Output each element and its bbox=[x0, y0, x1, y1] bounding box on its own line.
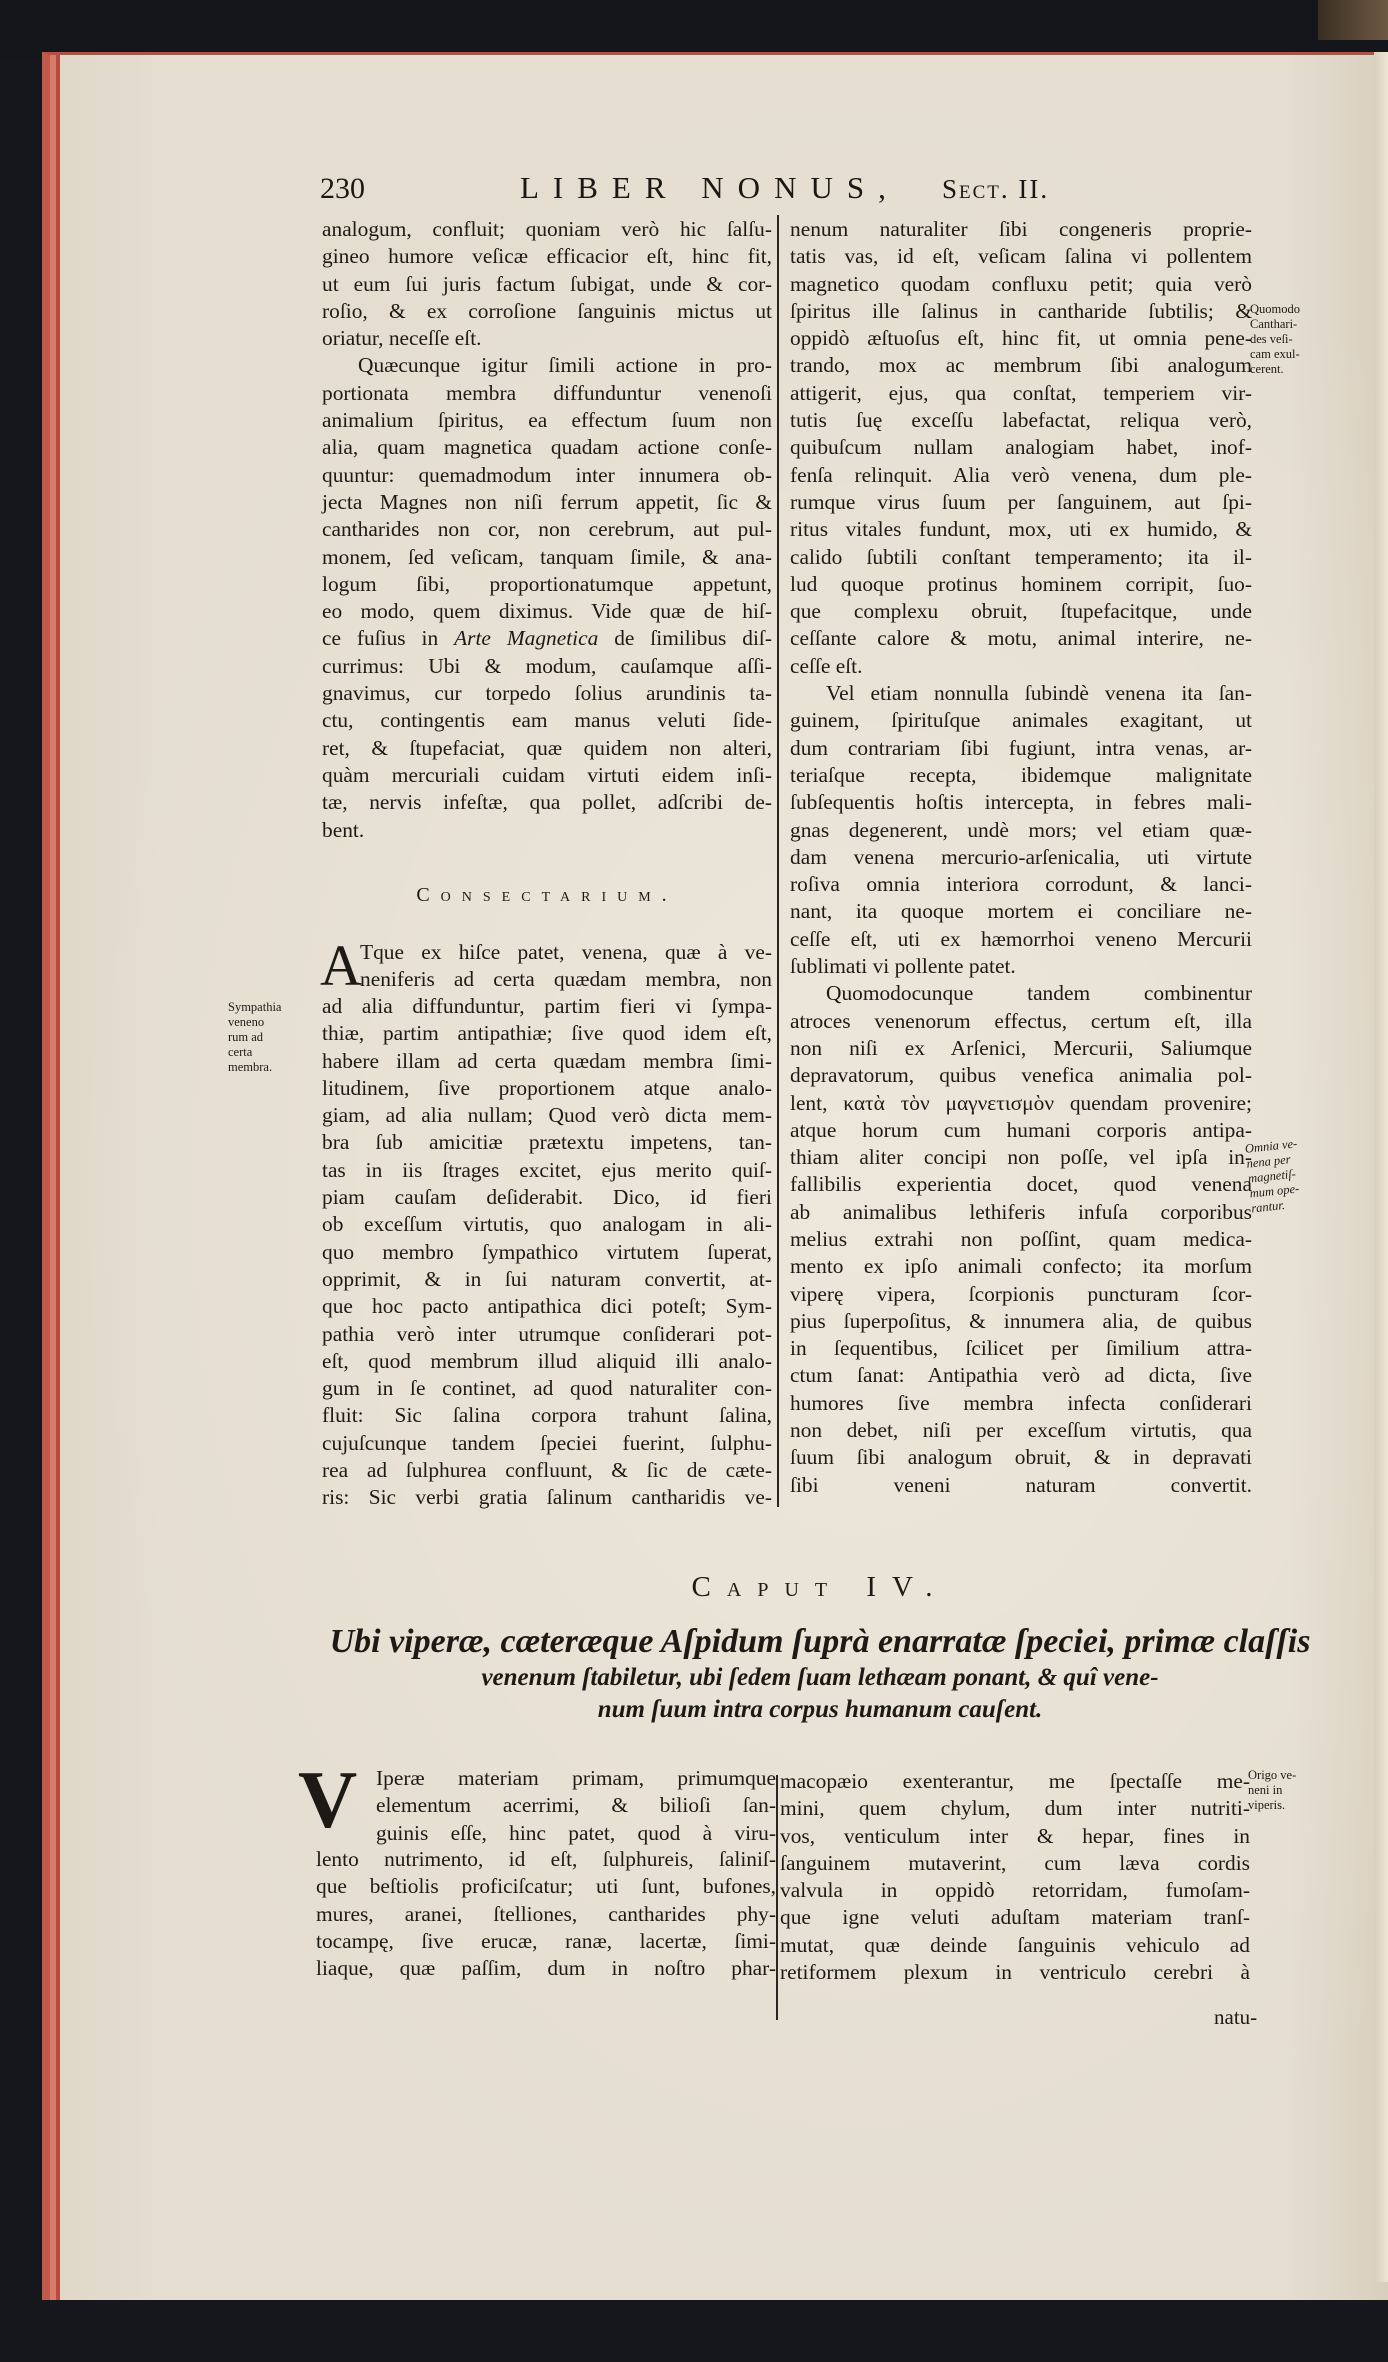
right-column-line: oppidò æſtuoſus eſt, hinc fit, ut omnia pene- bbox=[790, 326, 1252, 351]
right-column-line: tutis ſuę exceſſu labefactat, reliqua verò, bbox=[790, 408, 1252, 433]
left-column-line: ctu, contingentis eam manus veluti ſide- bbox=[322, 708, 772, 733]
left-column-line: tæ, nervis infeſtæ, qua pollet, adſcribi de- bbox=[322, 790, 772, 815]
chapter-subtitle-line: num ſuum intra corpus humanum cauſent. bbox=[597, 1696, 1043, 1723]
left-column-line: quuntur: quemadmodum inter innumera ob- bbox=[322, 462, 772, 487]
consectarium-line: eſt, quod membrum illud aliquid illi analo- bbox=[322, 1348, 772, 1373]
consectarium-line: gum in ſe continet, ad quod naturaliter con- bbox=[322, 1376, 772, 1401]
consectarium-line: ris: Sic verbi gratia ſalinum cantharidis ve- bbox=[322, 1485, 772, 1510]
right-column-line: ſublimati vi pollente patet. bbox=[790, 954, 1016, 979]
left-column-line: jecta Magnes non niſi ferrum appetit, ſic & bbox=[322, 489, 772, 514]
marginal-note-line: Canthari- bbox=[1250, 317, 1298, 331]
right-column-line: ritus vitales fundunt, mox, uti ex humido, & bbox=[790, 517, 1252, 542]
left-column-top bbox=[322, 216, 772, 844]
marginal-note-line: des veſi- bbox=[1250, 332, 1293, 346]
chapter-subtitle-line: venenum ſtabiletur, ubi ſedem ſuam lethæam ponant, & quî vene- bbox=[481, 1664, 1159, 1691]
right-column-line: fenſa relinquit. Alia verò venena, dum ple- bbox=[790, 462, 1252, 487]
marginal-note-line: cam exul- bbox=[1250, 347, 1300, 361]
catchword: natu- bbox=[1214, 2005, 1258, 2029]
right-column-line: calido ſubtili conſtant temperamento; ita il- bbox=[790, 544, 1252, 569]
right-column-line: dam venena mercurio-arſenicalia, uti virtute bbox=[790, 844, 1252, 869]
marginal-note-line: nena per bbox=[1245, 1152, 1292, 1171]
right-column-line: que complexu obruit, ſtupefacitque, unde bbox=[790, 599, 1252, 624]
right-column-line: nenum naturaliter ſibi congeneris proprie- bbox=[790, 217, 1252, 241]
consectarium-line: thiæ, partim antipathiæ; ſive quod idem eſt, bbox=[322, 1021, 772, 1046]
right-column-line: dum contrariam ſibi fugiunt, intra venas, ar- bbox=[790, 735, 1252, 760]
consectarium-line: bra ſub amicitiæ prætextu impetens, tan- bbox=[322, 1130, 772, 1155]
chapter-left-line: mures, aranei, ſtelliones, cantharides phy- bbox=[316, 1901, 776, 1926]
right-column-line: Vel etiam nonnulla ſubindè venena ita ſan- bbox=[826, 681, 1252, 706]
chapter-left-body bbox=[316, 1846, 776, 1982]
chapter-right-line: mutat, quæ deinde ſanguinis vehiculo ad bbox=[780, 1932, 1250, 1957]
right-column-line: ſpiritus ille ſalinus in cantharide ſubtilis; & bbox=[790, 298, 1252, 323]
consectarium-line: tas in iis ſtrages excitet, ejus merito quiſ- bbox=[322, 1157, 772, 1182]
consectarium-line: Tque ex hiſce patet, venena, quæ à ve- bbox=[360, 940, 772, 964]
consectarium-line: habere illam ad certa quædam membra ſimi- bbox=[322, 1048, 772, 1073]
running-head bbox=[320, 170, 1260, 214]
chapter-right-line: valvula in oppidò retorridam, fumoſam- bbox=[780, 1878, 1250, 1903]
chapter-subtitle bbox=[320, 1622, 1320, 1726]
marginal-note-origo bbox=[1248, 1768, 1318, 1813]
consectarium-line: pathia verò inter utrumque conſiderari pot- bbox=[322, 1321, 772, 1346]
left-column-line: cantharides non cor, non cerebrum, aut pul- bbox=[322, 517, 772, 542]
marginal-note-line: Omnia ve- bbox=[1244, 1136, 1298, 1156]
right-column-line: tatis vas, id eſt, veſicam ſalina vi pollentem bbox=[790, 244, 1252, 269]
right-column-line: trando, mox ac membrum ſibi analogum bbox=[790, 353, 1252, 378]
right-column-line: rumque virus ſuum per ſanguinem, aut ſpi- bbox=[790, 489, 1252, 514]
right-column-line: viperę vipera, ſcorpionis puncturam ſcor- bbox=[790, 1281, 1252, 1306]
column-rule bbox=[777, 215, 779, 1507]
page-edge bbox=[1374, 52, 1388, 2282]
right-column-line: Quomodocunque tandem combinentur bbox=[826, 981, 1252, 1006]
consectarium-line: ob exceſſum virtutis, quo analogam in ali- bbox=[322, 1212, 772, 1237]
consectarium-body bbox=[322, 993, 772, 1512]
marginal-note-omnia bbox=[1244, 1135, 1321, 1217]
consectarium-line: litudinem, ſive proportionem atque analo- bbox=[322, 1075, 772, 1100]
right-column-line: mento ex ipſo animali confecto; ita morſum bbox=[790, 1254, 1252, 1279]
right-column-line: ctum ſanat: Antipathia verò ad dicta, ſive bbox=[790, 1363, 1252, 1388]
right-column-line: gnas degenerent, undè mors; vel etiam quæ- bbox=[790, 817, 1252, 842]
right-column-line: humores ſive membra infecta conſiderari bbox=[790, 1390, 1252, 1415]
consectarium-line: ad alia diffunduntur, partim fieri vi ſympa- bbox=[322, 994, 772, 1018]
chapter-left-line: liaque, quæ paſſim, dum in noſtro phar- bbox=[316, 1956, 776, 1981]
chapter-right-line: ſanguinem mutaverint, cum læva cordis bbox=[780, 1850, 1250, 1875]
right-column-line: pius ſuperpoſitus, & innumera alia, de quibus bbox=[790, 1308, 1252, 1333]
chapter-left-line: guinis eſſe, hinc patet, quod à viru- bbox=[376, 1820, 776, 1845]
right-column-line: ceſſe eſt, uti ex hæmorrhoi veneno Mercurii bbox=[790, 926, 1252, 951]
marginal-note-line: cerent. bbox=[1250, 362, 1284, 376]
marginal-note-line: Sympathia bbox=[228, 1000, 282, 1014]
consectarium-line: quo membro ſympathico virtutem ſuperat, bbox=[322, 1239, 772, 1264]
book-title: LIBER NONUS, bbox=[520, 170, 900, 205]
right-column-line: nant, ita quoque mortem ei conciliare ne- bbox=[790, 899, 1252, 924]
marginal-note-line: rum ad bbox=[228, 1030, 264, 1044]
chapter-subtitle-line: Ubi viperæ, cæteræque Aſpidum ſuprà enarratæ ſpeciei, primæ claſſis bbox=[329, 1623, 1311, 1660]
page-number: 230 bbox=[320, 172, 365, 205]
right-column-line: attigerit, ejus, qua conſtat, temperiem vir- bbox=[790, 380, 1252, 405]
right-column bbox=[790, 216, 1252, 1499]
consectarium-line: giam, ad alia nullam; Quod verò dicta mem- bbox=[322, 1103, 772, 1128]
consectarium-heading: Consectarium. bbox=[416, 884, 678, 906]
marginal-note-line: rantur. bbox=[1250, 1198, 1286, 1216]
consectarium-line: opprimit, & in ſui naturam convertit, at- bbox=[322, 1266, 772, 1291]
left-column-line: oriatur, neceſſe eſt. bbox=[322, 326, 482, 351]
marginal-note-line: viperis. bbox=[1248, 1798, 1286, 1812]
left-column-line: animalium ſpiritus, ea effectum ſuum non bbox=[322, 408, 772, 433]
chapter-left-cap-lines bbox=[376, 1765, 776, 1847]
marginal-note-line: certa bbox=[228, 1045, 253, 1059]
chapter-right-line: macopæio exenterantur, me ſpectaſſe me- bbox=[780, 1769, 1250, 1793]
left-column-line: ut eum ſui juris factum ſubigat, unde & cor- bbox=[322, 271, 772, 296]
marginal-note-line: Quomodo bbox=[1250, 302, 1300, 316]
left-column-line: ret, & ſtupefaciat, quæ quidem non alteri, bbox=[322, 735, 772, 760]
left-column-line: analogum, confluit; quoniam verò hic ſalſu- bbox=[322, 217, 772, 241]
right-column-line: ſibi veneni naturam convertit. bbox=[790, 1472, 1252, 1497]
right-column-line: non niſi ex Arſenici, Mercurii, Saliumque bbox=[790, 1035, 1252, 1060]
right-column-line: fallibilis experientia docet, quod venena bbox=[790, 1172, 1252, 1197]
section-label: Sect. II. bbox=[942, 174, 1050, 204]
right-column-line: roſiva omnia interiora corrodunt, & lanci- bbox=[790, 872, 1252, 897]
marginal-note-line: magnetiſ- bbox=[1247, 1166, 1297, 1186]
right-column-line: lud quoque protinus hominem corripit, ſuo- bbox=[790, 571, 1252, 596]
right-column-line: atque horum cum humani corporis antipa- bbox=[790, 1117, 1252, 1142]
right-column-line: ſuum ſibi analogum obruit, & in depravati bbox=[790, 1445, 1252, 1470]
left-column-line: monem, ſed veſicam, tanquam ſimile, & ana- bbox=[322, 544, 772, 569]
right-column-line: quibuſcum nullam analogiam habet, inof- bbox=[790, 435, 1252, 460]
drop-cap-v: V bbox=[298, 1754, 358, 1845]
chapter-left-line: Iperæ materiam primam, primumque bbox=[376, 1766, 776, 1790]
consectarium-line: piam cauſam deſiderabit. Dico, id fieri bbox=[322, 1185, 772, 1210]
column-rule bbox=[776, 1775, 778, 2020]
consectarium-line: rea ad ſulphurea confluunt, & ſic de cæte- bbox=[322, 1458, 772, 1483]
left-column-line: portionata membra diffunduntur venenoſi bbox=[322, 380, 772, 405]
chapter-left-line: lento nutrimento, id eſt, ſulphureis, ſaliniſ- bbox=[316, 1847, 776, 1871]
marginal-note-line: membra. bbox=[228, 1060, 273, 1074]
left-column-line: Quæcunque igitur ſimili actione in pro- bbox=[358, 353, 772, 378]
right-column-line: in ſequentibus, ſcilicet per ſimilium attra- bbox=[790, 1336, 1252, 1361]
left-column-line: ce fuſius in Arte Magnetica de ſimilibus diſ- bbox=[322, 626, 772, 651]
left-column-line: quàm mercuriali cuidam virtuti eidem inſi- bbox=[322, 762, 772, 787]
right-column-line: ceſſante calore & motu, animal interire, ne- bbox=[790, 626, 1252, 651]
right-column-line: melius extrahi non poſſint, quam medica- bbox=[790, 1226, 1252, 1251]
chapter-left-line: elementum acerrimi, & bilioſi ſan- bbox=[376, 1793, 776, 1818]
book-spine-corner bbox=[1318, 0, 1388, 40]
chapter-left-line: que beſtiolis proficiſcatur; uti ſunt, bufones, bbox=[316, 1874, 776, 1899]
right-column-line: ab animalibus lethiferis infuſa corporibus bbox=[790, 1199, 1252, 1224]
marginal-note-quomodo bbox=[1250, 302, 1320, 377]
left-column-line: gnavimus, cur torpedo ſolius arundinis ta- bbox=[322, 681, 772, 706]
left-column-line: alia, quam magnetica quadam actione conſe- bbox=[322, 435, 772, 460]
consectarium-line: neniferis ad certa quædam membra, non bbox=[360, 967, 772, 992]
left-column-line: logum ſibi, proportionatumque appetunt, bbox=[322, 571, 772, 596]
chapter-right-line: que igne veluti aduſtam materiam tranſ- bbox=[780, 1905, 1250, 1930]
chapter-right-line: vos, venticulum inter & hepar, fines in bbox=[780, 1823, 1250, 1848]
right-column-line: non debet, niſi per exceſſum virtutis, qua bbox=[790, 1418, 1252, 1443]
right-column-line: magnetico quodam confluxu petit; quia verò bbox=[790, 271, 1252, 296]
right-column-line: guinem, ſpirituſque animales exagitant, ut bbox=[790, 708, 1252, 733]
marginal-note-line: mum ope- bbox=[1248, 1181, 1300, 1201]
marginal-note-sympathia bbox=[228, 1000, 308, 1075]
left-column-line: eo modo, quem diximus. Vide quæ de hiſ- bbox=[322, 599, 772, 624]
right-column-line: thiam aliter concipi non poſſe, vel ipſa in- bbox=[790, 1145, 1252, 1170]
right-column-line: ſubſequentis hoſtis intercepta, in febres mali- bbox=[790, 790, 1252, 815]
left-column-line: gineo humore veſicæ efficacior eſt, hinc fit, bbox=[322, 244, 772, 269]
consectarium-cap-lines bbox=[360, 939, 772, 994]
marginal-note-line: veneno bbox=[228, 1015, 265, 1029]
right-column-line: lent, κατὰ τὸν μαγνετισμὸν quendam provenire; bbox=[790, 1090, 1252, 1115]
drop-cap-a: A bbox=[320, 933, 362, 998]
book-reference: Arte Magnetica bbox=[454, 626, 599, 651]
scan-background bbox=[0, 0, 1388, 60]
consectarium-line: cujuſcunque tandem ſpeciei fuerint, ſulphu- bbox=[322, 1430, 772, 1455]
marginal-note-line: neni in bbox=[1248, 1783, 1283, 1797]
right-column-line: depravatorum, quibus venefica animalia pol- bbox=[790, 1063, 1252, 1088]
chapter-left-line: tocampę, ſive erucæ, ranæ, lacertæ, ſimi- bbox=[316, 1928, 776, 1953]
chapter-right-line: mini, quem chylum, dum inter nutriti- bbox=[780, 1796, 1250, 1821]
left-column-line: bent. bbox=[322, 817, 365, 842]
left-column-line: currimus: Ubi & modum, cauſamque aſſi- bbox=[322, 653, 772, 678]
left-column-line: roſio, & ex corroſione ſanguinis mictus ut bbox=[322, 298, 772, 323]
marginal-note-line: Origo ve- bbox=[1248, 1768, 1297, 1782]
chapter-heading: Caput IV. bbox=[691, 1571, 949, 1603]
chapter-right-line: retiformem plexum in ventriculo cerebri à bbox=[780, 1960, 1250, 1985]
consectarium-line: fluit: Sic ſalina corpora trahunt ſalina, bbox=[322, 1403, 772, 1428]
right-column-line: atroces venenorum effectus, certum eſt, illa bbox=[790, 1008, 1252, 1033]
chapter-right-body bbox=[780, 1768, 1250, 1986]
scan-background-bottom bbox=[42, 2300, 1388, 2362]
right-column-line: teriaſque recepta, ibidemque malignitate bbox=[790, 762, 1252, 787]
right-column-line: ceſſe eſt. bbox=[790, 653, 863, 678]
consectarium-line: que hoc pacto antipathica dici poteſt; Sym- bbox=[322, 1294, 772, 1319]
